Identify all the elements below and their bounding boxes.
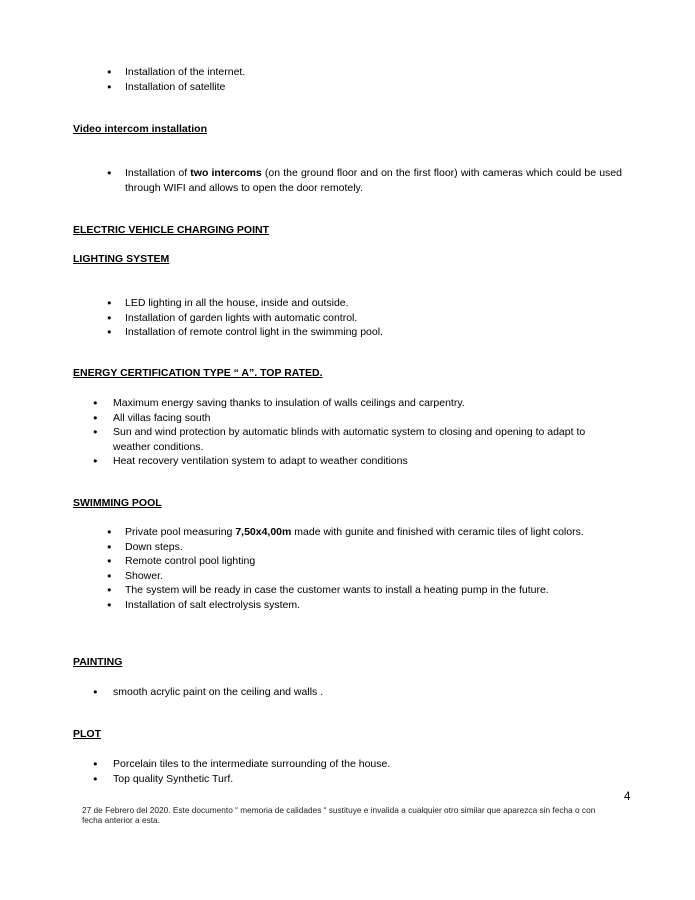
painting-heading: PAINTING: [73, 656, 123, 668]
list-item: ● Remote control pool lighting: [125, 554, 625, 569]
lighting-heading: LIGHTING SYSTEM: [73, 253, 170, 265]
list-item: ● The system will be ready in case the customer wants to install a heating pump in the future.: [125, 583, 625, 598]
item-text: made with gunite and finished with ceramic tiles of light colors.: [291, 526, 584, 538]
list-item: ● smooth acrylic paint on the ceiling and walls .: [113, 685, 623, 700]
footer-note: 27 de Febrero del 2020. Este documento “ memoria de calidades “ sustituye e invalida a cualquier otro similar que aparezca sin fecha o con fecha anterior a esta.: [82, 805, 596, 825]
energy-list: [113, 396, 623, 469]
plot-list: [113, 757, 623, 786]
list-item: ● Sun and wind protection by automatic blinds with automatic system to closing and opening to adapt to weather conditions.: [113, 425, 623, 454]
item-bold-text: 7,50x4,00m: [235, 526, 292, 538]
swimming-pool-heading: SWIMMING POOL: [73, 497, 162, 509]
item-text: Installation of: [125, 167, 191, 179]
energy-heading: ENERGY CERTIFICATION TYPE “ A”. TOP RATED.: [73, 367, 323, 379]
plot-heading: PLOT: [73, 728, 101, 740]
ev-charging-heading: ELECTRIC VEHICLE CHARGING POINT: [73, 224, 270, 236]
swimming-pool-list: [125, 525, 625, 613]
item-text: Private pool measuring: [125, 526, 236, 538]
item-text: (on the ground floor and on the first floor) with cameras which could be used through WIFI and allows to open the door remotely.: [125, 167, 622, 194]
connectivity-list: [125, 65, 625, 94]
list-item: ● Installation of the internet.: [125, 65, 625, 80]
painting-list: [113, 685, 623, 700]
list-item: ● LED lighting in all the house, inside and outside.: [125, 296, 625, 311]
lighting-list: [125, 296, 625, 340]
video-intercom-heading: Video intercom installation: [73, 123, 207, 135]
item-bold-text: two intercoms: [190, 167, 262, 179]
list-item: ● Porcelain tiles to the intermediate surrounding of the house.: [113, 757, 623, 772]
list-item: ● Maximum energy saving thanks to insulation of walls ceilings and carpentry.: [113, 396, 623, 411]
page-number: 4: [624, 791, 631, 803]
list-item: [125, 166, 622, 195]
list-item: ● Top quality Synthetic Turf.: [113, 772, 623, 787]
list-item: ● Shower.: [125, 569, 625, 584]
list-item: ● Down steps.: [125, 540, 625, 555]
list-item: ● Installation of garden lights with automatic control.: [125, 311, 625, 326]
list-item: ● Installation of remote control light in the swimming pool.: [125, 325, 625, 340]
list-item: ● All villas facing south: [113, 411, 623, 426]
video-intercom-list: [125, 166, 622, 195]
list-item: [125, 525, 625, 540]
list-item: ● Installation of salt electrolysis system.: [125, 598, 625, 613]
list-item: ● Installation of satellite: [125, 80, 625, 95]
list-item: ● Heat recovery ventilation system to adapt to weather conditions: [113, 454, 623, 469]
